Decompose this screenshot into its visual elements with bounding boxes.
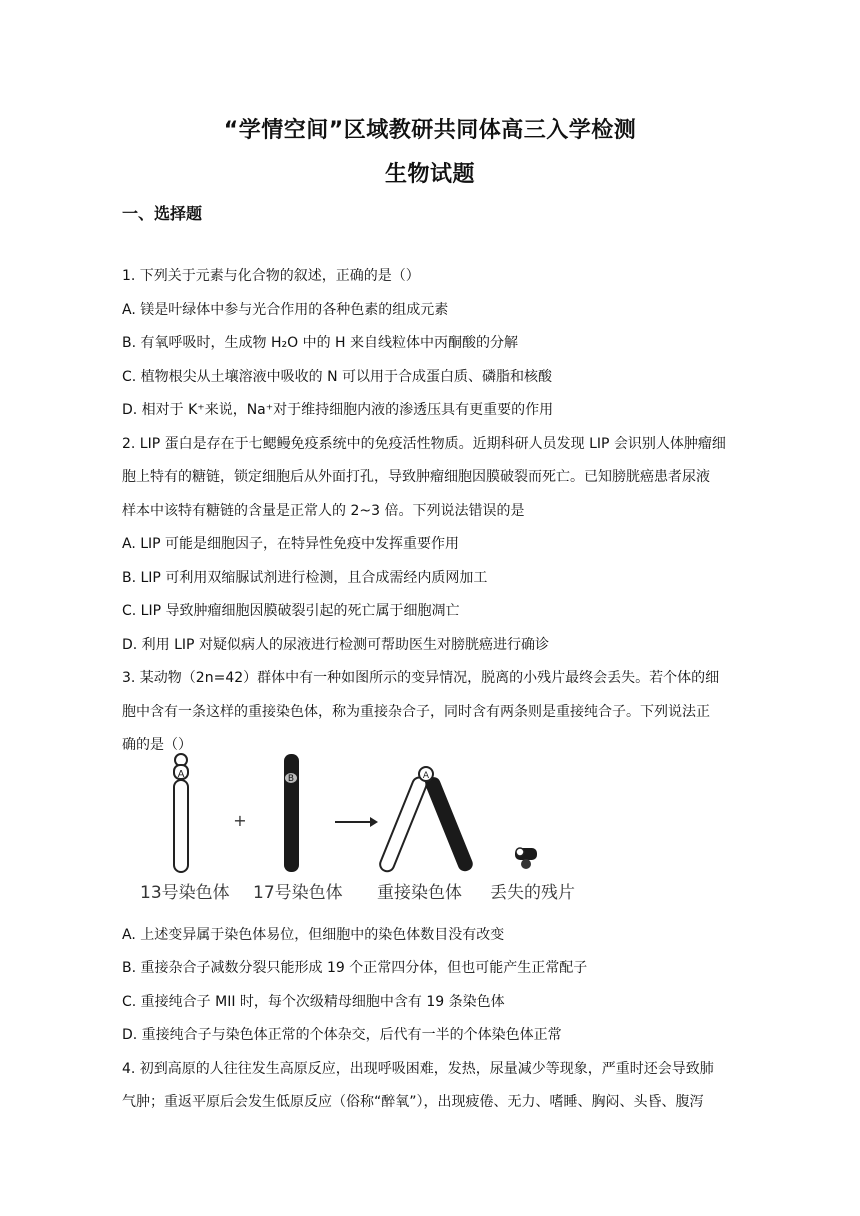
question-3-option-c: C. 重接纯合子 MII 时，每个次级精母细胞中含有 19 条染色体: [122, 994, 505, 1010]
question-4-stem-line-2: 气肿；重返平原后会发生低原反应（俗称“醉氧”），出现疲倦、无力、嗜睡、胸闷、头昏、腹泻: [122, 1094, 704, 1110]
question-3-option-d: D. 重接纯合子与染色体正常的个体杂交，后代有一半的个体染色体正常: [122, 1027, 562, 1043]
figure-label-chromosome-17: 17号染色体: [253, 883, 343, 903]
question-1-option-b: B. 有氧呼吸时，生成物 H₂O 中的 H 来自线粒体中丙酮酸的分解: [122, 335, 518, 351]
section-heading: 一、选择题: [122, 204, 203, 223]
question-1-stem: 1. 下列关于元素与化合物的叙述，正确的是（）: [122, 268, 420, 284]
question-3-stem-line-3: 确的是（）: [122, 737, 192, 753]
figure-label-fused-chromosome: 重接染色体: [377, 883, 462, 903]
question-2-option-c: C. LIP 导致肿瘤细胞因膜破裂引起的死亡属于细胞凋亡: [122, 603, 460, 619]
question-1-option-c: C. 植物根尖从土壤溶液中吸收的 N 可以用于合成蛋白质、磷脂和核酸: [122, 369, 553, 385]
question-4-stem-line-1: 4. 初到高原的人往往发生高原反应，出现呼吸困难，发热，尿量减少等现象，严重时还会导致肺: [122, 1061, 714, 1077]
question-3-stem-line-1: 3. 某动物（2n=42）群体中有一种如图所示的变异情况，脱离的小残片最终会丢失。若个体的细: [122, 670, 720, 686]
fused-chromosome-drawing: [378, 767, 475, 873]
question-1-option-d: D. 相对于 K⁺来说，Na⁺对于维持细胞内液的渗透压具有更重要的作用: [122, 402, 554, 418]
figure-label-chromosome-13: 13号染色体: [140, 883, 230, 903]
plus-sign: +: [233, 811, 247, 830]
question-3-option-a: A. 上述变异属于染色体易位，但细胞中的染色体数目没有改变: [122, 927, 505, 943]
question-2-option-b: B. LIP 可利用双缩脲试剂进行检测，且合成需经内质网加工: [122, 570, 488, 586]
question-1-option-a: A. 镁是叶绿体中参与光合作用的各种色素的组成元素: [122, 302, 449, 318]
svg-text:A: A: [422, 771, 430, 781]
question-2-stem-line-3: 样本中该特有糖链的含量是正常人的 2~3 倍。下列说法错误的是: [122, 503, 525, 519]
document-subtitle: 生物试题: [384, 162, 475, 187]
centromere-label-a: A: [177, 769, 185, 780]
question-2-stem-line-2: 胞上特有的糖链，锁定细胞后从外面打孔，导致肿瘤细胞因膜破裂而死亡。已知膀胱癌患者尿液: [122, 469, 710, 485]
question-3-stem-line-2: 胞中含有一条这样的重接染色体，称为重接杂合子，同时含有两条则是重接纯合子。下列说法正: [122, 704, 710, 720]
question-2-option-a: A. LIP 可能是细胞因子，在特异性免疫中发挥重要作用: [122, 536, 460, 552]
chromosome-17-drawing: [284, 754, 299, 872]
question-2-option-d: D. 利用 LIP 对疑似病人的尿液进行检测可帮助医生对膀胱癌进行确诊: [122, 637, 549, 653]
lost-fragment-drawing: [515, 848, 537, 869]
document-title: “学情空间”区域教研共同体高三入学检测: [223, 118, 637, 143]
chromosome-13-drawing: [174, 754, 188, 872]
figure-label-lost-fragment: 丢失的残片: [490, 883, 575, 903]
arrow-icon: [335, 817, 378, 827]
question-3-option-b: B. 重接杂合子减数分裂只能形成 19 个正常四分体，但也可能产生正常配子: [122, 960, 588, 976]
question-2-stem-line-1: 2. LIP 蛋白是存在于七鳃鳗免疫系统中的免疫活性物质。近期科研人员发现 LIP 会识别人体肿瘤细: [122, 436, 726, 452]
centromere-label-b: B: [287, 774, 295, 784]
